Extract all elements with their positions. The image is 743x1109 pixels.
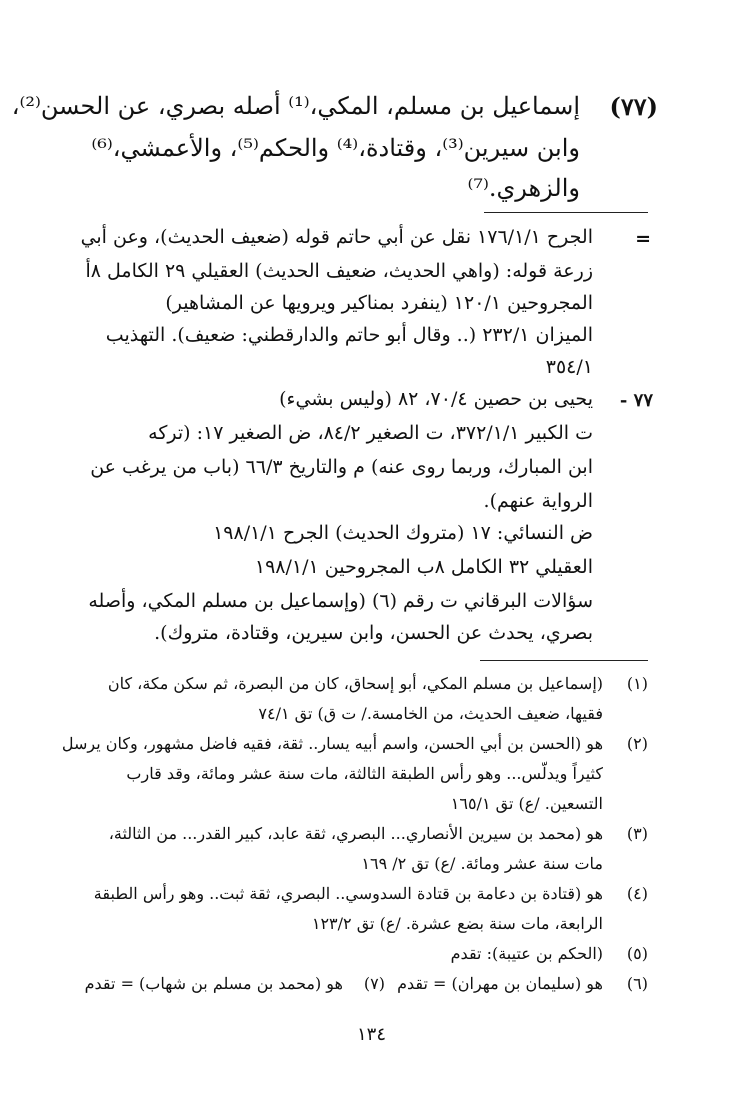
reference-line: ت الكبير ٣٧٢/١/١، ت الصغير ٨٤/٢، ض الصغير ١٧: (تركه <box>148 422 593 444</box>
entry-number: (٧٧) <box>609 92 658 121</box>
note-line: هو (قتادة بن دعامة بن قتادة السدوسي.. البصري، ثقة ثبت.. وهو رأس الطبقة <box>93 884 603 903</box>
note-line: هو (الحسن بن أبي الحسن، واسم أبيه يسار.. ثقة، فقيه فاضل مشهور، وكان يرسل <box>61 734 603 753</box>
reference-line: زرعة قوله: (واهي الحديث، ضعيف الحديث) العقيلي ٢٩ الكامل ٨أ <box>85 260 593 282</box>
note-line: فقيها، ضعيف الحديث، من الخامسة./ ت ق) تق ٧٤/١ <box>258 704 603 723</box>
note-number: (٦) <box>626 974 648 993</box>
note-line: هو (سليمان بن مهران) = تقدم <box>397 974 603 993</box>
reference-line: ض النسائي: ١٧ (متروك الحديث) الجرح ١٩٨/١/١ <box>213 522 593 544</box>
reference-line: الجرح ١٧٦/١/١ نقل عن أبي حاتم قوله (ضعيف الحديث)، وعن أبي <box>80 226 593 248</box>
reference-line: سؤالات البرقاني ت رقم (٦) (وإسماعيل بن مسلم المكي، وأصله <box>88 590 593 612</box>
section-divider <box>484 212 648 213</box>
reference-line: ابن المبارك، وربما روى عنه) م والتاريخ ٦٦/٣ (باب من يرغب عن <box>90 456 593 478</box>
note-number: (١) <box>626 674 648 693</box>
reference-line: ٣٥٤/١ <box>545 356 593 378</box>
note-number: (٥) <box>626 944 648 963</box>
reference-line: الرواية عنهم). <box>483 490 593 512</box>
note-line: كثيراً ويدلّس... وهو رأس الطبقة الثالثة، مات سنة عشر ومائة، وقد قارب <box>126 764 603 783</box>
note-number: (٢) <box>626 734 648 753</box>
footnote-divider <box>480 660 648 661</box>
reference-line: بصري، يحدث عن الحسن، وابن سيرين، وقتادة، متروك). <box>154 622 593 644</box>
entry-line: إسماعيل بن مسلم، المكي،⁽¹⁾ أصله بصري، عن الحسن⁽²⁾، <box>11 92 580 120</box>
note-line: هو (محمد بن سيرين الأنصاري... البصري، ثقة عابد، كبير القدر... من الثالثة، <box>108 824 603 843</box>
note-line: مات سنة عشر ومائة. /ع) تق ٢/ ١٦٩ <box>361 854 603 873</box>
reference-line: العقيلي ٣٢ الكامل ٨ب المجروحين ١٩٨/١/١ <box>254 556 593 578</box>
reference-line: الميزان ٢٣٢/١ (.. وقال أبو حاتم والدارقطني: ضعيف). التهذيب <box>105 324 593 346</box>
note-line: الرابعة، مات سنة بضع عشرة. /ع) تق ١٢٣/٢ <box>311 914 603 933</box>
entry-line: وابن سيرين⁽³⁾، وقتادة،⁽⁴⁾ والحكم⁽⁵⁾، والأعمشي،⁽⁶⁾ <box>91 134 580 162</box>
entry-line: والزهري.⁽⁷⁾ <box>467 174 580 202</box>
note-line: (الحكم بن عتيبة): تقدم <box>450 944 603 963</box>
note-line: التسعين. /ع) تق ١٦٥/١ <box>450 794 603 813</box>
page-number: ١٣٤ <box>356 1024 386 1045</box>
note-line: (إسماعيل بن مسلم المكي، أبو إسحاق، كان من البصرة، ثم سكن مكة، كان <box>107 674 603 693</box>
note-line: هو (محمد بن مسلم بن شهاب) = تقدم <box>84 974 343 993</box>
reference-line: المجروحين ١٢٠/١ (ينفرد بمناكير ويرويها عن المشاهير) <box>165 292 593 314</box>
note-number: (٧) <box>363 974 385 993</box>
continuation-mark: = <box>635 228 651 250</box>
note-number: (٤) <box>626 884 648 903</box>
reference-line: يحيى بن حصين ٧٠/٤، ٨٢ (وليس بشيء) <box>279 388 593 410</box>
footnote-number: ٧٧ - <box>619 390 653 411</box>
note-number: (٣) <box>626 824 648 843</box>
